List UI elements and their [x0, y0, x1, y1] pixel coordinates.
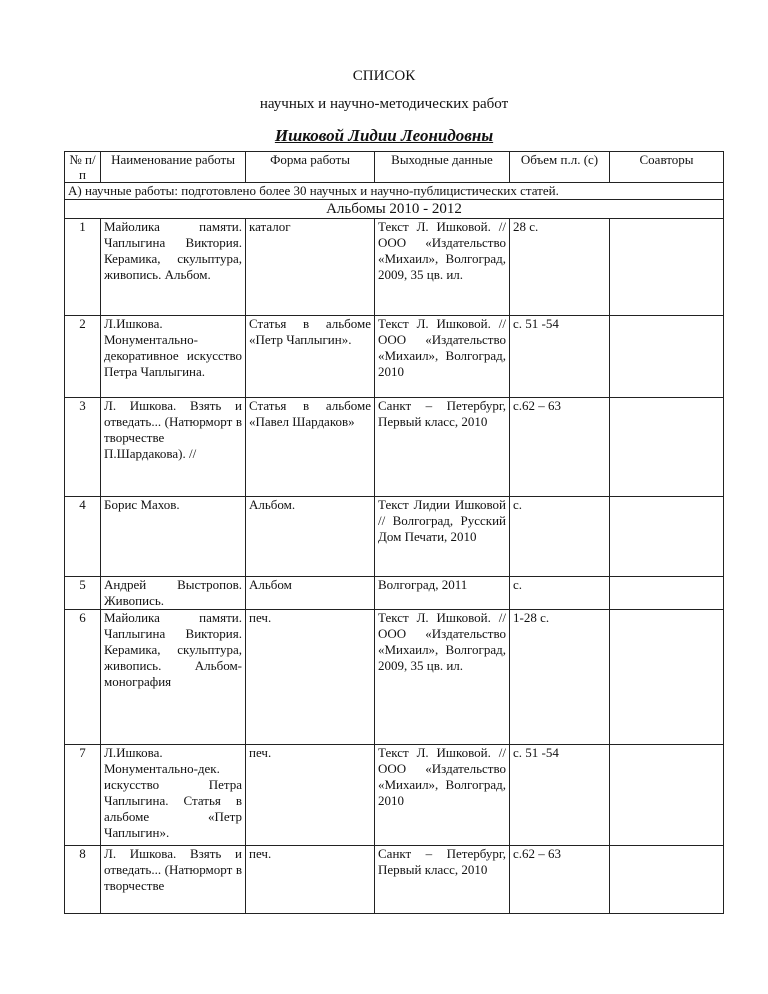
cell-output: Текст Л. Ишковой. //ООО «Издательство «Михаил», Волгоград, 2010: [375, 745, 510, 846]
table-row: [65, 316, 724, 398]
cell-coauthors: [610, 846, 724, 914]
col-header-form: Форма работы: [246, 152, 375, 183]
cell-coauthors: [610, 610, 724, 745]
cell-coauthors: [610, 497, 724, 577]
table-row: [65, 577, 724, 610]
cell-volume: с.62 – 63: [510, 398, 610, 497]
cell-form: Альбом.: [246, 497, 375, 577]
col-header-output: Выходные данные: [375, 152, 510, 183]
cell-output: Санкт – Петербург, Первый класс, 2010: [375, 846, 510, 914]
author-name: Ишковой Лидии Леонидовны: [274, 126, 494, 145]
list-subtitle: научных и научно-методических работ: [259, 96, 509, 112]
cell-form: Статья в альбоме «Павел Шардаков»: [246, 398, 375, 497]
col-header-num: № п/п: [65, 152, 101, 183]
cell-title: Л. Ишкова. Взять и отведать... (Натюрморт в творчестве П.Шардакова). //: [101, 398, 246, 497]
cell-output: Текст Л. Ишковой. //ООО «Издательство «Михаил», Волгоград, 2009, 35 цв. ил.: [375, 219, 510, 316]
albums-heading: Альбомы 2010 - 2012: [65, 200, 724, 219]
cell-form: каталог: [246, 219, 375, 316]
cell-output: Текст Лидии Ишковой // Волгоград, Русский Дом Печати, 2010: [375, 497, 510, 577]
cell-coauthors: [610, 577, 724, 610]
table-header-row: [65, 152, 724, 183]
cell-form: печ.: [246, 745, 375, 846]
cell-form: печ.: [246, 846, 375, 914]
col-header-coauthors: Соавторы: [610, 152, 724, 183]
cell-num: 8: [65, 846, 101, 914]
cell-title: Майолика памяти. Чаплыгина Виктория. Керамика, скульптура, живопись. Альбом.: [101, 219, 246, 316]
cell-volume: с.: [510, 577, 610, 610]
table-row: [65, 745, 724, 846]
cell-num: 2: [65, 316, 101, 398]
section-a-row: [65, 183, 724, 200]
cell-num: 4: [65, 497, 101, 577]
cell-title: Л.Ишкова. Монументально-дек. искусство Петра Чаплыгина. Статья в альбоме «Петр Чаплыгин».: [101, 745, 246, 846]
cell-num: 3: [65, 398, 101, 497]
cell-title: Борис Махов.: [101, 497, 246, 577]
col-header-volume: Объем п.л. (с): [510, 152, 610, 183]
table-row: [65, 610, 724, 745]
cell-output: Текст Л. Ишковой. //ООО «Издательство «Михаил», Волгоград, 2010: [375, 316, 510, 398]
cell-title: Андрей Выстропов. Живопись.: [101, 577, 246, 610]
cell-volume: 1-28 с.: [510, 610, 610, 745]
cell-title: Л.Ишкова. Монументально-декоративное искусство Петра Чаплыгина.: [101, 316, 246, 398]
cell-coauthors: [610, 745, 724, 846]
works-table: [64, 151, 724, 914]
table-row: [65, 846, 724, 914]
cell-title: Майолика памяти. Чаплыгина Виктория. Керамика, скульптура, живопись. Альбом-монография: [101, 610, 246, 745]
cell-output: Санкт – Петербург, Первый класс, 2010: [375, 398, 510, 497]
cell-volume: с. 51 -54: [510, 745, 610, 846]
section-a-text: А) научные работы: подготовлено более 30 научных и научно-публицистических статей.: [65, 183, 724, 200]
cell-volume: с. 51 -54: [510, 316, 610, 398]
cell-form: Статья в альбоме «Петр Чаплыгин».: [246, 316, 375, 398]
cell-num: 5: [65, 577, 101, 610]
cell-form: печ.: [246, 610, 375, 745]
cell-title: Л. Ишкова. Взять и отведать... (Натюрморт в творчестве: [101, 846, 246, 914]
cell-num: 6: [65, 610, 101, 745]
cell-volume: 28 с.: [510, 219, 610, 316]
table-row: [65, 497, 724, 577]
cell-num: 7: [65, 745, 101, 846]
cell-volume: с.62 – 63: [510, 846, 610, 914]
cell-coauthors: [610, 316, 724, 398]
cell-output: Текст Л. Ишковой. //ООО «Издательство «Михаил», Волгоград, 2009, 35 цв. ил.: [375, 610, 510, 745]
cell-output: Волгоград, 2011: [375, 577, 510, 610]
table-row: [65, 219, 724, 316]
cell-form: Альбом: [246, 577, 375, 610]
cell-num: 1: [65, 219, 101, 316]
albums-heading-row: [65, 200, 724, 219]
cell-coauthors: [610, 219, 724, 316]
col-header-title: Наименование работы: [101, 152, 246, 183]
cell-volume: с.: [510, 497, 610, 577]
table-row: [65, 398, 724, 497]
cell-coauthors: [610, 398, 724, 497]
list-title: СПИСОК: [352, 68, 416, 84]
